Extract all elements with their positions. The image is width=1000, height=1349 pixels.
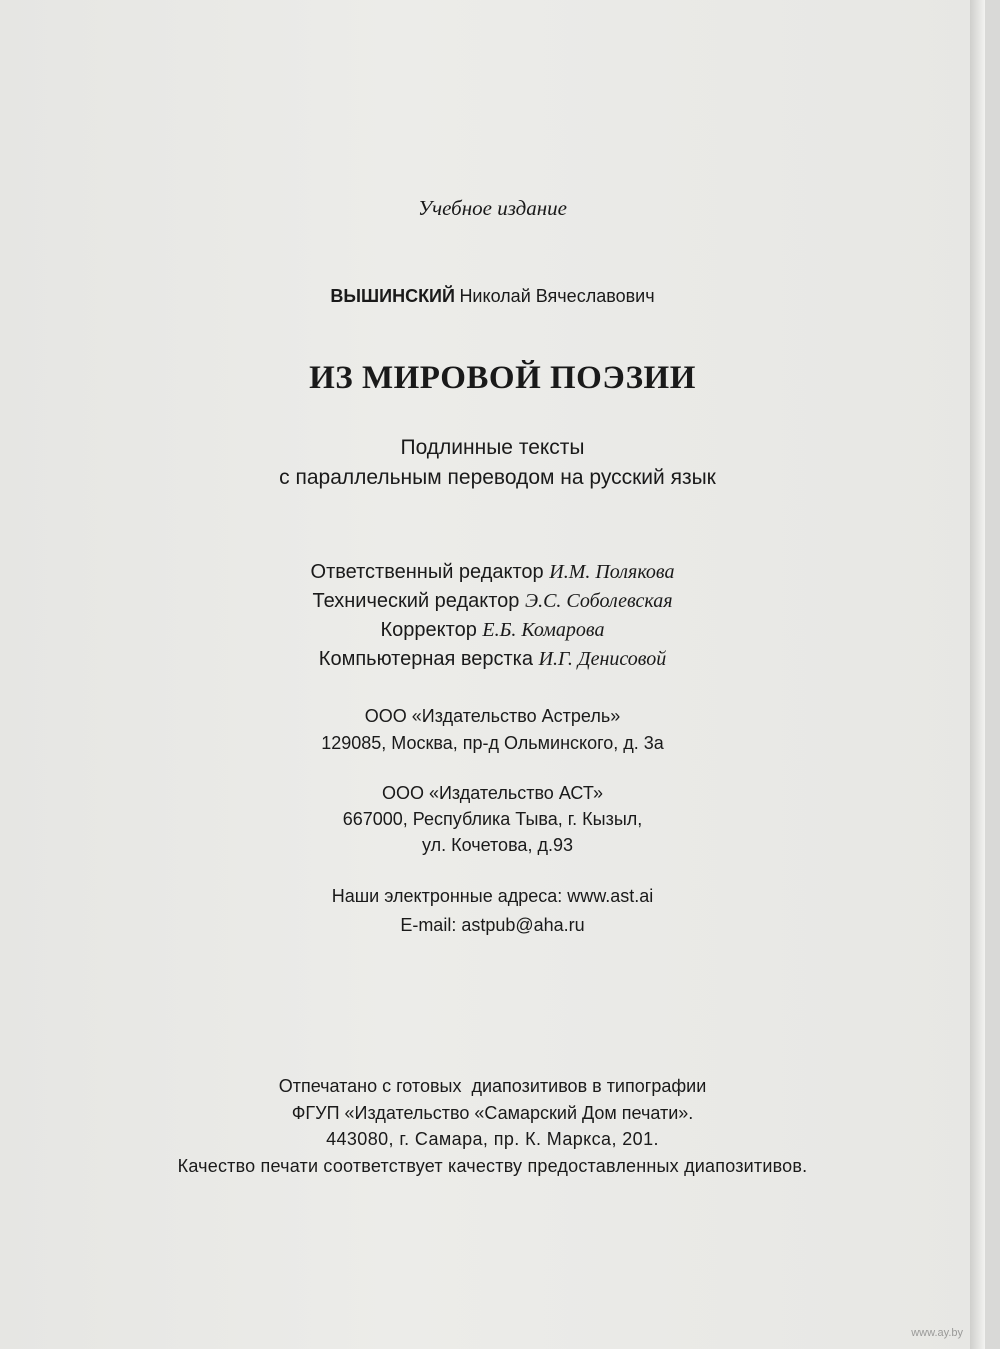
subtitle-line-2: с параллельным переводом на русский язык: [279, 466, 716, 489]
printing-line-2: ФГУП «Издательство «Самарский Дом печати».: [291, 1103, 694, 1123]
printing-line-4: Качество печати соответствует качеству предоставленных диапозитивов.: [177, 1156, 808, 1176]
email-address: E-mail: astpub@aha.ru: [400, 915, 585, 935]
credit-layout: [0, 648, 985, 671]
credit-role: Корректор: [380, 619, 477, 641]
publisher-astrel-address: 129085, Москва, пр-д Ольминского, д. 3а: [321, 733, 664, 753]
credit-executive-editor: [0, 561, 985, 584]
publisher-ast-name: ООО «Издательство АСТ»: [381, 783, 604, 803]
subtitle-line-1: Подлинные тексты: [400, 436, 585, 459]
credit-role: Компьютерная верстка: [318, 648, 533, 670]
author-line: [0, 286, 985, 307]
credit-person: Э.С. Соболевская: [525, 590, 673, 612]
printing-line-1: Отпечатано с готовых диапозитивов в типографии: [278, 1076, 707, 1096]
book-title: ИЗ МИРОВОЙ ПОЭЗИИ: [309, 360, 696, 396]
web-addresses: Наши электронные адреса: www.ast.ai: [331, 886, 654, 906]
credit-role: Технический редактор: [312, 590, 520, 612]
publisher-ast-address-1: 667000, Республика Тыва, г. Кызыл,: [342, 809, 643, 829]
credit-technical-editor: [0, 590, 985, 613]
printing-line-3: 443080, г. Самара, пр. К. Маркса, 201.: [326, 1129, 659, 1149]
author-surname: ВЫШИНСКИЙ: [330, 286, 455, 306]
edition-type: Учебное издание: [417, 196, 568, 220]
publisher-ast-address-2: ул. Кочетова, д.93: [422, 835, 573, 855]
credit-person: И.Г. Денисовой: [538, 648, 667, 670]
credit-person: Е.Б. Комарова: [482, 619, 605, 641]
author-name: Николай Вячеславович: [459, 286, 655, 306]
credit-role: Ответственный редактор: [310, 561, 544, 583]
publisher-astrel-name: ООО «Издательство Астрель»: [364, 706, 621, 726]
credit-proofreader: [0, 619, 985, 642]
watermark: www.ay.by: [911, 1327, 963, 1339]
credit-person: И.М. Полякова: [549, 561, 675, 583]
